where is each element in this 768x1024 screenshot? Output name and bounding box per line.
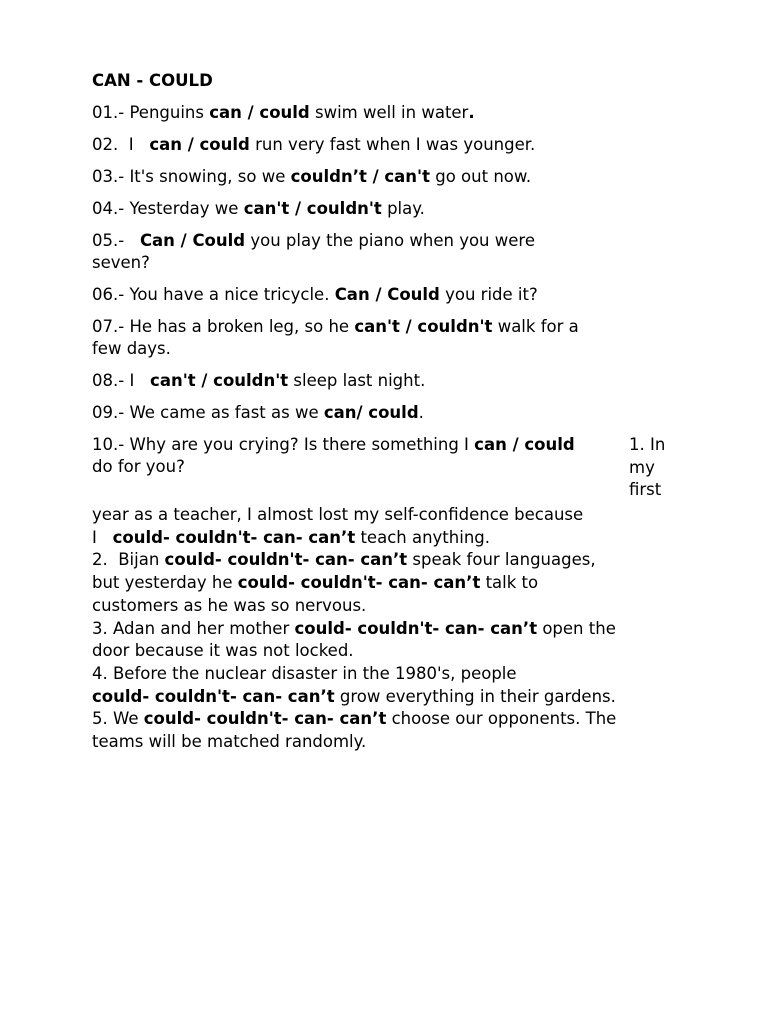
question-06: 06.- You have a nice tricycle. Can / Could you ride it? [92, 285, 538, 304]
question-09: 09.- We came as fast as we can/ could. [92, 403, 424, 422]
question-07: 07.- He has a broken leg, so he can't / couldn't walk for a few days. [92, 317, 579, 358]
answer-options: can't / couldn't [150, 371, 289, 390]
exercise-2-line-1: 2. Bijan could- couldn't- can- can’t speak four languages, [92, 550, 596, 570]
answer-options: can / could [149, 135, 250, 154]
exercise-4-line-2: could- couldn't- can- can’t grow everything in their gardens. [92, 686, 616, 706]
question-01: 01.- Penguins can / could swim well in water. [92, 103, 475, 122]
question-08: 08.- I can't / couldn't sleep last night. [92, 371, 426, 390]
worksheet-title: CAN - COULD [92, 71, 213, 90]
exercise-5-line-1: 5. We could- couldn't- can- can’t choose our opponents. The [92, 709, 617, 729]
question-02: 02. I can / could run very fast when I was younger. [92, 135, 536, 154]
exercise-3-line-2: door because it was not locked. [92, 641, 354, 661]
question-04: 04.- Yesterday we can't / couldn't play. [92, 199, 425, 218]
worksheet [92, 70, 672, 754]
answer-options: Can / Could [139, 231, 246, 250]
question-10: 10.- Why are you crying? Is there something I can / could do for you? [92, 435, 575, 476]
answer-options: can/ could [323, 403, 419, 422]
answer-options: could- couldn't- can- can’t [237, 573, 481, 593]
exercise-1-line-1: year as a teacher, I almost lost my self-confidence because [92, 505, 584, 524]
question-03: 03.- It's snowing, so we couldn’t / can't go out now. [92, 167, 532, 186]
exercise-1-line-2: I could- couldn't- can- can’t teach anything. [92, 527, 490, 547]
answer-options: can't / couldn't [354, 317, 493, 336]
exercise-2-line-3: customers as he was so nervous. [92, 595, 367, 615]
exercise-2-line-2: but yesterday he could- couldn't- can- can’t talk to [92, 573, 539, 593]
exercise-4-line-1: 4. Before the nuclear disaster in the 1980's, people [92, 663, 517, 683]
answer-options: can / could [209, 103, 310, 122]
answer-options: could- couldn't- can- can’t [112, 527, 356, 547]
question-05: 05.- Can / Could you play the piano when you were seven? [92, 231, 535, 272]
exercise-1-start: 1. In my first [629, 435, 666, 499]
answer-options: could- couldn't- can- can’t [92, 686, 335, 706]
exercise-3-line-1: 3. Adan and her mother could- couldn't- can- can’t open the [92, 618, 616, 638]
exercise-5-line-2: teams will be matched randomly. [92, 732, 367, 752]
answer-options: could- couldn't- can- can’t [164, 550, 408, 570]
answer-options: Can / Could [334, 285, 440, 304]
answer-options: couldn’t / can't [290, 167, 430, 186]
answer-options: could- couldn't- can- can’t [294, 618, 538, 638]
answer-options: can't / couldn't [243, 199, 382, 218]
exercise-2-block [92, 504, 672, 754]
answer-options: could- couldn't- can- can’t [143, 709, 387, 729]
answer-options: can / could [474, 435, 575, 454]
question-10-row [92, 434, 672, 504]
